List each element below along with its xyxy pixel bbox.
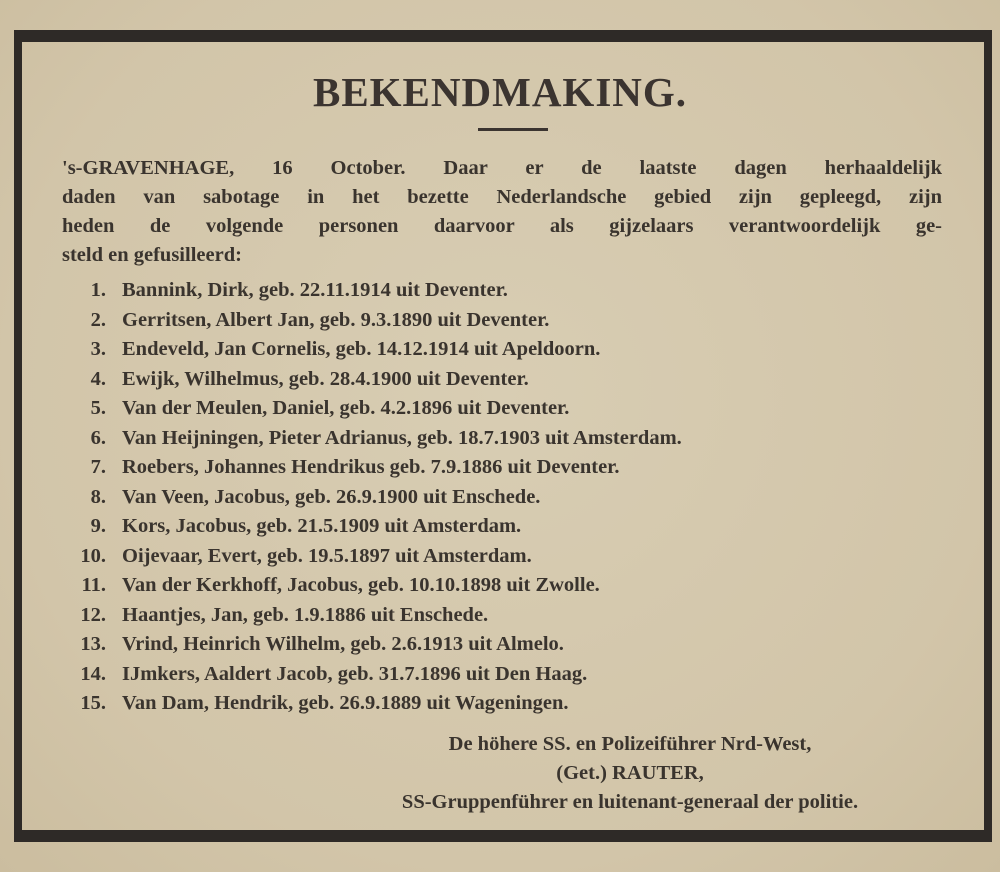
item-text: Endeveld, Jan Cornelis, geb. 14.12.1914 uit Apeldoorn. bbox=[122, 338, 601, 360]
item-number: 1. bbox=[90, 279, 106, 301]
list-item bbox=[66, 453, 946, 483]
item-text: Haantjes, Jan, geb. 1.9.1886 uit Enschede. bbox=[122, 603, 489, 626]
list-item bbox=[66, 542, 946, 572]
item-number: 9. bbox=[90, 515, 106, 537]
list-item bbox=[66, 571, 946, 601]
item-text: Van der Kerkhoff, Jacobus, geb. 10.10.1898 uit Zwolle. bbox=[122, 574, 600, 596]
intro-paragraph bbox=[62, 154, 942, 270]
list-item bbox=[66, 689, 946, 719]
intro-line: daden van sabotage in het bezette Nederlandsche gebied zijn gepleegd, zijn bbox=[62, 186, 942, 208]
item-text: Gerritsen, Albert Jan, geb. 9.3.1890 uit Deventer. bbox=[122, 308, 550, 331]
intro-line: heden de volgende personen daarvoor als gijzelaars verantwoordelijk ge- bbox=[62, 215, 942, 237]
list-item bbox=[66, 335, 946, 365]
item-text: Vrind, Heinrich Wilhelm, geb. 2.6.1913 uit Almelo. bbox=[122, 633, 564, 655]
item-number: 15. bbox=[80, 692, 106, 714]
list-item bbox=[66, 512, 946, 542]
item-number: 3. bbox=[90, 338, 106, 360]
list-item bbox=[66, 276, 946, 306]
item-number: 2. bbox=[90, 308, 106, 331]
list-item bbox=[66, 424, 946, 454]
item-number: 4. bbox=[90, 367, 106, 390]
signature-rank: SS-Gruppenführer en luitenant-generaal der politie. bbox=[401, 791, 859, 813]
item-number: 14. bbox=[80, 662, 106, 685]
list-item bbox=[66, 365, 946, 395]
intro-line: 's-GRAVENHAGE, 16 October. Daar er de laatste dagen herhaaldelijk bbox=[62, 157, 942, 179]
item-text: Van Veen, Jacobus, geb. 26.9.1900 uit Enschede. bbox=[122, 485, 541, 508]
list-item bbox=[66, 306, 946, 336]
signature-title: De höhere SS. en Polizeiführer Nrd-West, bbox=[448, 733, 812, 755]
item-text: Van Heijningen, Pieter Adrianus, geb. 18.7.1903 uit Amsterdam. bbox=[122, 426, 682, 449]
item-text: IJmkers, Aaldert Jacob, geb. 31.7.1896 uit Den Haag. bbox=[122, 662, 588, 685]
title-underline bbox=[478, 128, 548, 131]
top-border bbox=[20, 30, 992, 42]
signature-name: (Get.) RAUTER, bbox=[556, 762, 704, 784]
bottom-border bbox=[16, 830, 988, 842]
item-text: Kors, Jacobus, geb. 21.5.1909 uit Amsterdam. bbox=[122, 515, 522, 537]
item-number: 6. bbox=[90, 426, 106, 449]
item-number: 12. bbox=[80, 603, 106, 626]
item-number: 11. bbox=[81, 574, 106, 596]
item-text: Van Dam, Hendrik, geb. 26.9.1889 uit Wageningen. bbox=[122, 692, 569, 714]
list-item bbox=[66, 601, 946, 631]
list-item bbox=[66, 630, 946, 660]
item-number: 7. bbox=[90, 456, 106, 478]
item-text: Oijevaar, Evert, geb. 19.5.1897 uit Amsterdam. bbox=[122, 544, 532, 567]
right-border bbox=[984, 30, 992, 842]
item-text: Roebers, Johannes Hendrikus geb. 7.9.1886 uit Deventer. bbox=[122, 456, 620, 478]
persons-list bbox=[66, 276, 946, 719]
notice-title: BEKENDMAKING. bbox=[312, 69, 688, 115]
item-number: 13. bbox=[80, 633, 106, 655]
list-item bbox=[66, 483, 946, 513]
item-text: Bannink, Dirk, geb. 22.11.1914 uit Deventer. bbox=[122, 279, 508, 301]
intro-line: steld en gefusilleerd: bbox=[62, 244, 242, 266]
left-border bbox=[14, 30, 22, 842]
item-text: Ewijk, Wilhelmus, geb. 28.4.1900 uit Deventer. bbox=[122, 367, 529, 390]
list-item bbox=[66, 394, 946, 424]
item-text: Van der Meulen, Daniel, geb. 4.2.1896 uit Deventer. bbox=[122, 397, 570, 419]
item-number: 10. bbox=[80, 544, 106, 567]
list-item bbox=[66, 660, 946, 690]
item-number: 5. bbox=[90, 397, 106, 419]
item-number: 8. bbox=[90, 485, 106, 508]
